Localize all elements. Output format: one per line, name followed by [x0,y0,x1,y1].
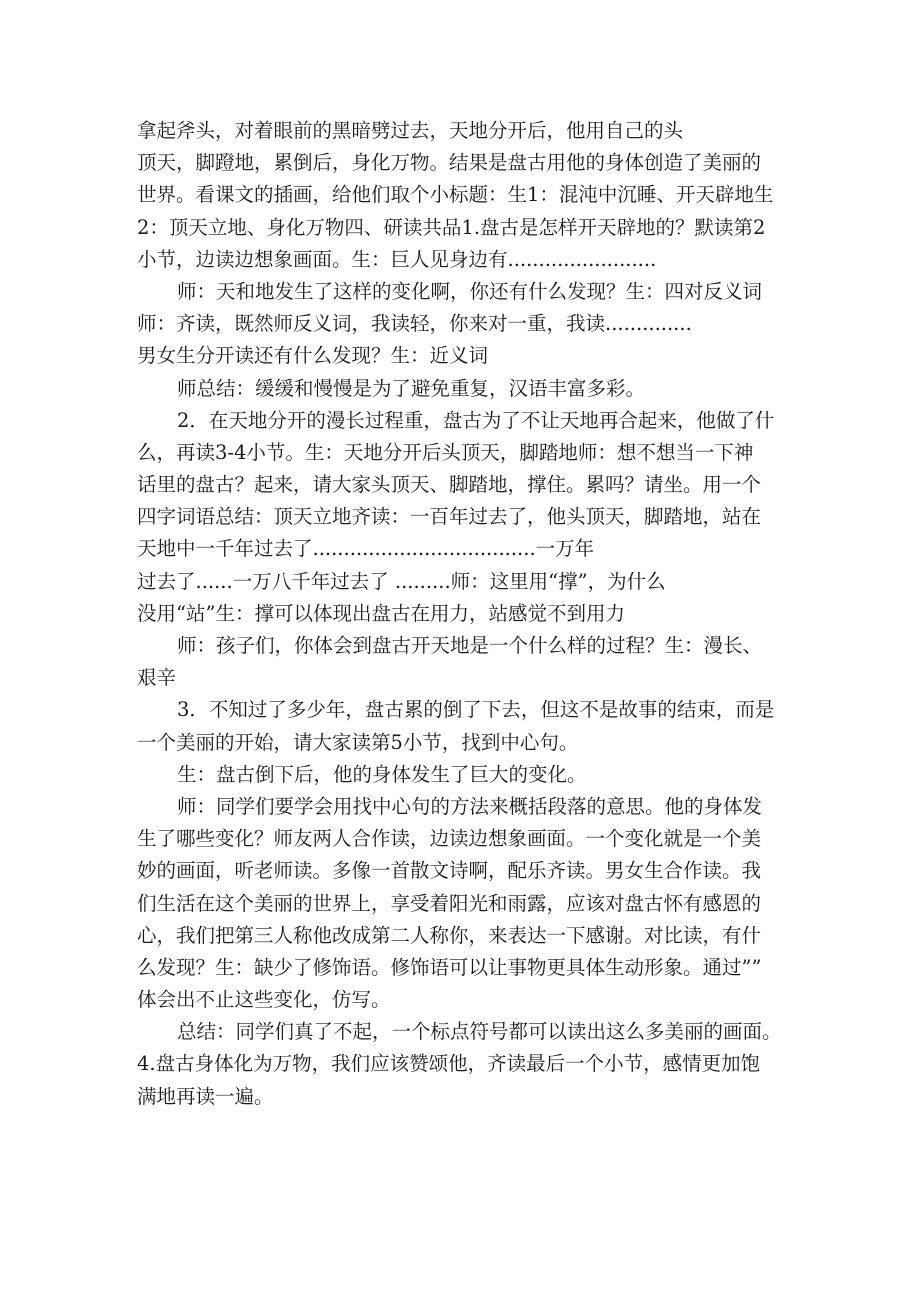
text-line: 4.盘古身体化为万物，我们应该赞颂他，齐读最后一个小节，感情更加饱 [137,1052,761,1076]
text-line: 天地中一千年过去了....................................一万年 [137,537,595,561]
text-line: 生了哪些变化？师友两人合作读，边读边想象画面。一个变化就是一个美 [137,827,762,851]
text-line: 顶天，脚蹬地，累倒后，身化万物。结果是盘古用他的身体创造了美丽的 [137,151,762,175]
text-line: 3．不知过了多少年，盘古累的倒了下去，但这不是故事的结束，而是 [177,698,775,722]
text-line: 小节，边读边想象画面。生：巨人见身边有........................ [137,247,657,271]
text-line: 一个美丽的开始，请大家读第5小节，找到中心句。 [137,730,579,754]
text-line: 体会出不止这些变化，仿写。 [137,988,391,1012]
text-line: 男女生分开读还有什么发现？生：近义词 [137,344,489,368]
text-line: 们生活在这个美丽的世界上，享受着阳光和雨露，应该对盘古怀有感恩的 [137,891,762,915]
text-line: 话里的盘古？起来，请大家头顶天、脚踏地，撑住。累吗？请坐。用一个 [137,473,762,497]
text-line: 么发现？生：缺少了修饰语。修饰语可以让事物更具体生动形象。通过”” [137,955,762,979]
text-line: 拿起斧头，对着眼前的黑暗劈过去，天地分开后，他用自己的头 [137,119,684,142]
text-line: 2．在天地分开的漫长过程重，盘古为了不让天地再合起来，他做了什 [177,408,775,432]
text-line: 师：同学们要学会用找中心句的方法来概括段落的意思。他的身体发 [177,794,763,818]
text-line: 2：顶天立地、身化万物四、研读共品1.盘古是怎样开天辟地的？默读第2 [137,215,766,239]
text-line: 师总结：缓缓和慢慢是为了避免重复，汉语丰富多彩。 [177,376,646,400]
text-line: 生：盘古倒下后，他的身体发生了巨大的变化。 [177,762,587,786]
text-line: 妙的画面，听老师读。多像一首散文诗啊，配乐齐读。男女生合作读。我 [137,859,762,883]
text-line: 师：齐读，既然师反义词，我读轻，你来对一重，我读.............. [137,312,692,336]
document-body [137,115,797,1113]
text-line: 过去了......一万八千年过去了 .........师：这里用“撑”，为什么 [137,569,666,593]
text-line: 师：孩子们，你体会到盘古开天地是一个什么样的过程？生：漫长、 [177,634,763,657]
text-line: 四字词语总结：顶天立地齐读：一百年过去了，他头顶天，脚踏地，站在 [137,505,762,529]
text-line: 心，我们把第三人称他改成第二人称你，来表达一下感谢。对比读，有什 [137,923,762,947]
text-line: 艰辛 [137,666,177,690]
text-line: 么，再读3-4小节。生：天地分开后头顶天，脚踏地师：想不想当一下神 [137,440,754,464]
text-line: 没用“站”生：撑可以体现出盘古在用力，站感觉不到用力 [137,601,625,625]
text-line: 满地再读一遍。 [137,1084,274,1108]
text-line: 总结：同学们真了不起，一个标点符号都可以读出这么多美丽的画面。 [177,1020,782,1044]
text-line: 世界。看课文的插画，给他们取个小标题：生1：混沌中沉睡、开天辟地生 [137,183,774,207]
text-line: 师：天和地发生了这样的变化啊，你还有什么发现？生：四对反义词 [177,279,763,303]
